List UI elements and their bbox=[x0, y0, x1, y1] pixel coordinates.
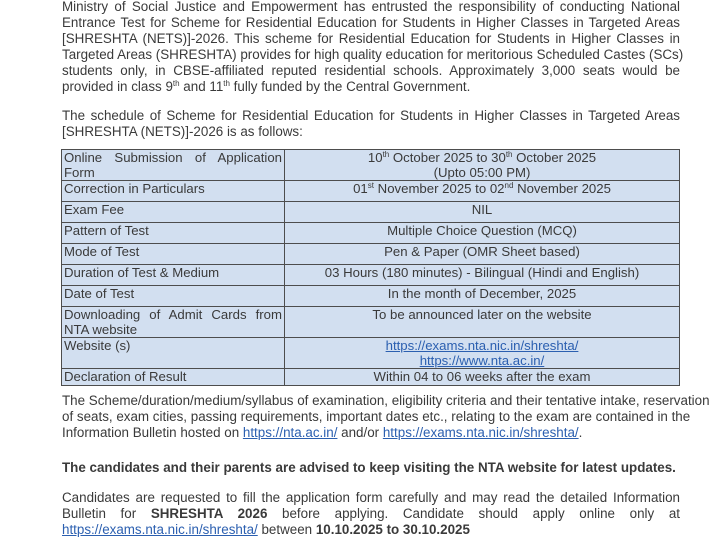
apply-line: https://exams.nta.nic.in/shreshta/ between 10.10.2025 to 30.10.2025 bbox=[62, 521, 470, 537]
website-link-exams[interactable]: https://exams.nta.nic.in/shreshta/ bbox=[385, 338, 579, 353]
row-label: Downloading of Admit Cards from NTA website bbox=[62, 307, 285, 338]
intro-line: [SHRESHTA (NETS)]-2026. This scheme for Residential Education for Students in Higher Classes in bbox=[62, 30, 680, 46]
info-line: The Scheme/duration/medium/syllabus of examination, eligibility criteria and their tentative intake, reservation bbox=[62, 393, 710, 408]
table-row bbox=[62, 181, 680, 202]
row-value: Within 04 to 06 weeks after the exam bbox=[285, 369, 680, 386]
schedule-intro-line: [SHRESHTA (NETS)]-2026 is as follows: bbox=[62, 123, 303, 139]
shreshta-link[interactable]: https://exams.nta.nic.in/shreshta/ bbox=[382, 424, 579, 440]
table-row bbox=[62, 265, 680, 286]
row-label: Exam Fee bbox=[62, 202, 285, 223]
intro-line: Entrance Test for Scheme for Residential Education for Students in Higher Classes in Targeted Areas bbox=[62, 14, 680, 30]
row-value: To be announced later on the website bbox=[285, 307, 680, 338]
apply-paragraph bbox=[62, 490, 680, 538]
apply-link[interactable]: https://exams.nta.nic.in/shreshta/ bbox=[62, 521, 258, 537]
nta-link[interactable]: https://nta.ac.in/ bbox=[242, 424, 338, 440]
table-row bbox=[62, 244, 680, 265]
schedule-intro-line: The schedule of Scheme for Residential Education for Students in Higher Classes in Targeted Areas bbox=[62, 108, 680, 123]
table-row bbox=[62, 202, 680, 223]
row-label: Online Submission of Application Form bbox=[62, 150, 285, 181]
apply-line: Bulletin for SHRESHTA 2026 before applying. Candidate should apply online only at bbox=[62, 505, 680, 521]
intro-line: students only, in CBSE-affiliated reputed residential schools. Approximately 3,000 seats would be bbox=[62, 62, 680, 78]
row-value: 10th October 2025 to 30th October 2025 (Upto 05:00 PM) bbox=[285, 150, 680, 181]
info-paragraph bbox=[62, 393, 710, 441]
row-label: Duration of Test & Medium bbox=[62, 265, 285, 286]
row-value: Pen & Paper (OMR Sheet based) bbox=[285, 244, 680, 265]
apply-line: Candidates are requested to fill the application form carefully and may read the detailed Information bbox=[62, 490, 680, 505]
row-value: 03 Hours (180 minutes) - Bilingual (Hindi and English) bbox=[285, 265, 680, 286]
intro-line-last: provided in class 9th and 11th fully funded by the Central Government. bbox=[62, 78, 471, 94]
advice-line: The candidates and their parents are advised to keep visiting the NTA website for latest updates. bbox=[62, 460, 676, 475]
row-value: 01st November 2025 to 02nd November 2025 bbox=[285, 181, 680, 202]
table-row bbox=[62, 286, 680, 307]
table-row bbox=[62, 369, 680, 386]
table-row bbox=[62, 307, 680, 338]
row-label: Correction in Particulars bbox=[62, 181, 285, 202]
info-line: Information Bulletin hosted on https://nta.ac.in/ and/or https://exams.nta.nic.in/shreshta/. bbox=[62, 424, 583, 440]
row-label: Website (s) bbox=[62, 338, 285, 369]
schedule-intro bbox=[62, 108, 680, 140]
row-value: Multiple Choice Question (MCQ) bbox=[285, 223, 680, 244]
row-label: Mode of Test bbox=[62, 244, 285, 265]
row-value: NIL bbox=[285, 202, 680, 223]
row-value bbox=[285, 338, 680, 369]
intro-line: Targeted Areas (SHRESHTA) provides for high quality education for meritorious Scheduled Castes (SCs) bbox=[62, 46, 684, 62]
intro-paragraph bbox=[62, 0, 684, 94]
table-row bbox=[62, 338, 680, 369]
intro-line: Ministry of Social Justice and Empowerment has entrusted the responsibility of conducting National bbox=[62, 0, 680, 14]
info-line: of seats, exam cities, passing requirements, important dates etc., relating to the exam are contained in the bbox=[62, 408, 691, 424]
row-label: Date of Test bbox=[62, 286, 285, 307]
advice-notice bbox=[62, 460, 680, 476]
row-label: Declaration of Result bbox=[62, 369, 285, 386]
table-row bbox=[62, 150, 680, 181]
table-row bbox=[62, 223, 680, 244]
shreshta-2026-label: SHRESHTA 2026 bbox=[150, 505, 268, 521]
row-label: Pattern of Test bbox=[62, 223, 285, 244]
row-value: In the month of December, 2025 bbox=[285, 286, 680, 307]
website-link-nta[interactable]: https://www.nta.ac.in/ bbox=[419, 353, 545, 368]
apply-dates: 10.10.2025 to 30.10.2025 bbox=[315, 521, 470, 537]
schedule-table bbox=[61, 149, 680, 386]
